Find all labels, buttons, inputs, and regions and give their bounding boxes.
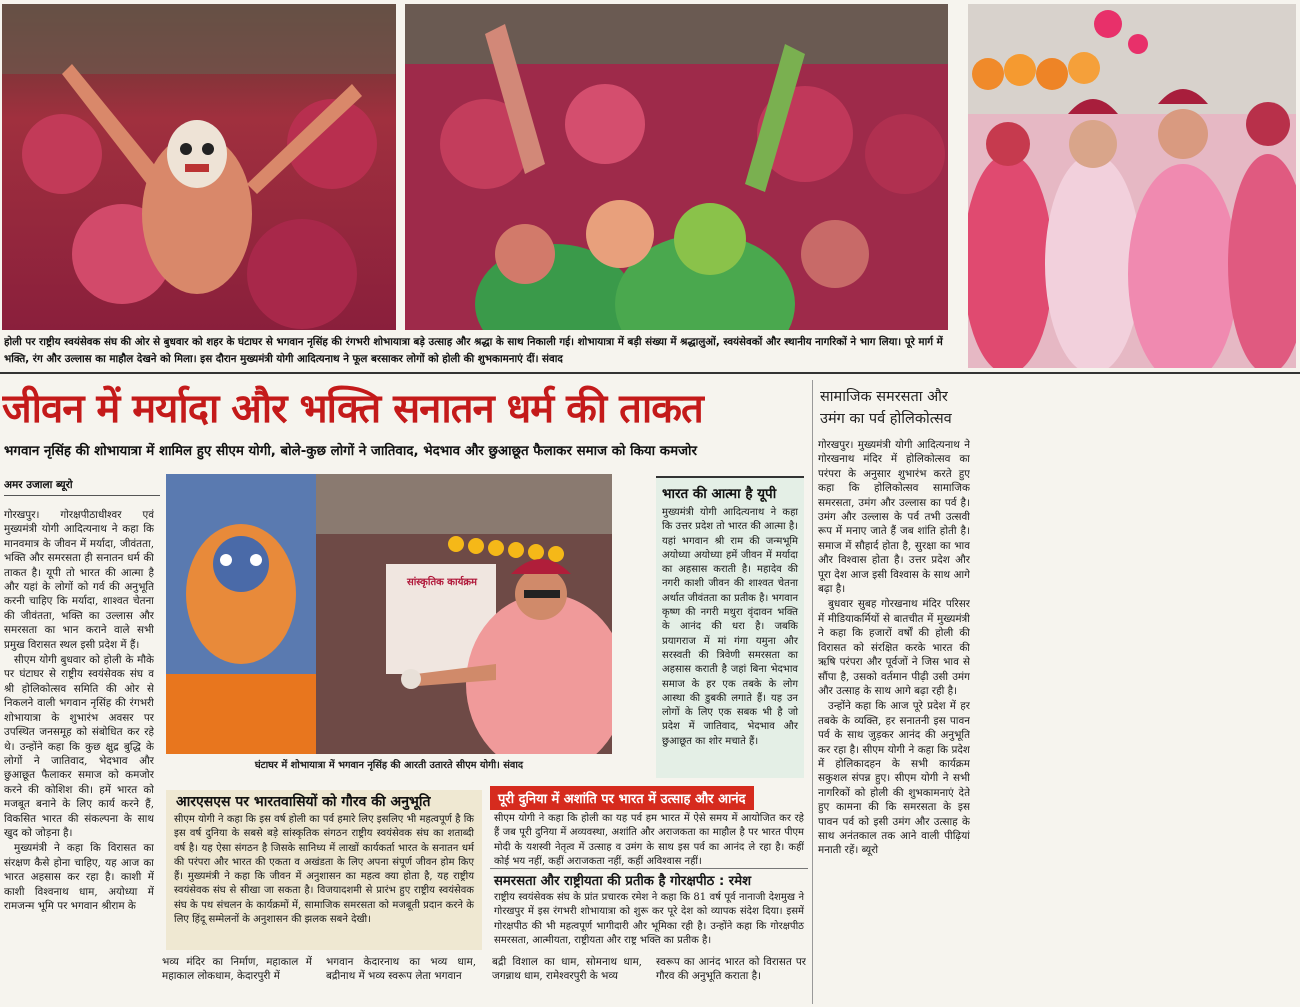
box-heading: आरएसएस पर भारतवासियों को गौरव की अनुभूति <box>176 794 431 810</box>
byline: अमर उजाला ब्यूरो <box>4 478 160 496</box>
subheadline: भगवान नृसिंह की शोभायात्रा में शामिल हुए सीएम योगी, बोले-कुछ लोगों ने जातिवाद, भेदभाव और छुआछूत फैलाकर समाज को किया कमजोर <box>4 444 697 459</box>
top-photo-caption: होली पर राष्ट्रीय स्वयंसेवक संघ की ओर से बुधवार को शहर के घंटाघर से भगवान नृसिंह की रंगभरी शोभायात्रा बड़े उत्साह और श्रद्धा के साथ निकाली गई। शोभायात्रा में बड़ी संख्या में श्रद्धालुओं, स्वयंसेवकों और स्थानीय नागरिकों ने भाग लिया। पूरे मार्ग में भक्ति, रंग और उल्लास का माहौल देखने को मिला। इस दौरान मुख्यमंत्री योगी आदित्यनाथ ने फूल बरसाकर लोगों को होली की शुभकामनाएं दीं। संवाद <box>4 336 943 365</box>
paragraph: गोरखपुर। मुख्यमंत्री योगी आदित्यनाथ ने गोरखनाथ मंदिर में होलिकोत्सव का परंपरा के अनुसार शुभारंभ करते हुए कहा कि होलिकोत्सव सामाजिक समरसता, उमंग और उल्लास का पर्व है। उमंग और उल्लास के पर्व तभी उत्सवी रूप में मनाए जाते हैं जब शांति होती है। समाज में सौहार्द होता है, सुरक्षा का भाव और विश्वास होता है। उत्तर प्रदेश और पूरा देश आज इसी विश्वास के साथ आगे बढ़ा है। <box>818 439 970 596</box>
right-article-holikotsav <box>818 380 970 1004</box>
continuation-column: भव्य मंदिर का निर्माण, महाकाल में महाकाल लोकधाम, केदारपुरी में <box>162 956 312 983</box>
right-article-body <box>818 438 970 998</box>
box-heading: समरसता और राष्ट्रीयता की प्रतीक है गोरक्षपीठ : रमेश <box>494 874 752 889</box>
column-divider <box>812 380 813 1004</box>
banner-text: सांस्कृतिक कार्यक्रम <box>406 577 478 588</box>
headline: जीवन में मर्यादा और भक्ति सनातन धर्म की ताकत <box>2 386 703 432</box>
left-article-column <box>4 508 154 954</box>
bottom-continuation <box>4 955 810 1003</box>
sidebox-ashanti-utsah <box>490 786 808 870</box>
paragraph: मुख्यमंत्री ने कहा कि विरासत का संरक्षण कैसे होना चाहिए, यह आज का भारत अहसास कर रहा है। काशी में काशी विश्वनाथ धाम, अयोध्या में रामजन्म भूमि पर भगवान श्रीराम के <box>4 842 154 912</box>
box-text: सीएम योगी ने कहा कि इस वर्ष होली का पर्व हमारे लिए इसलिए भी महत्वपूर्ण है कि इस वर्ष दुनिया के सबसे बड़े सांस्कृतिक संगठन राष्ट्रीय स्वयंसेवक संघ का शताब्दी वर्ष है। यह ऐसा संगठन है जिसके सानिध्य में लाखों कार्यकर्ता भारत के सनातन धर्म की परंपरा और भारत की एकता व अखंडता के लिए अपना संपूर्ण जीवन होम किए हैं। मुख्यमंत्री ने कहा कि जीवन में अनुशासन का महत्व क्या होता है, यह राष्ट्रीय स्वयंसेवक संघ से सीखा जा सकता है। विजयादशमी से प्रारंभ हुए राष्ट्रीय स्वयंसेवक संघ के पथ संचलन के कार्यक्रमों में, सामाजिक समरसता को मजबूती प्रदान करने के लिए हिंदू सम्मेलनों के अनुशासन की झलक सबने देखी। <box>174 814 474 926</box>
box-text: राष्ट्रीय स्वयंसेवक संघ के प्रांत प्रचारक रमेश ने कहा कि 81 वर्ष पूर्व नानाजी देशमुख ने गोरखपुर में इस रंगभरी शोभायात्रा को शुरू कर पूरे देश को व्यापक संदेश दिया। इसमें गोरक्षपीठ की भी महत्वपूर्ण भागीदारी और भूमिका रही है। उन्होंने कहा कि गोरक्षपीठ समरसता, आत्मीयता, राष्ट्रीयता और राष्ट्र भक्ति का प्रतीक है। <box>494 892 804 946</box>
sidebox-gorakshpeeth <box>490 868 808 953</box>
continuation-column: बद्री विशाल का धाम, सोमनाथ धाम, जगन्नाथ धाम, रामेश्वरपुरी के भव्य <box>492 956 642 983</box>
box-text: मुख्यमंत्री योगी आदित्यनाथ ने कहा कि उत्तर प्रदेश तो भारत की आत्मा है। यहां भगवान श्री राम की जन्मभूमि अयोध्या अयोध्या हमें जीवन में मर्यादा का अहसास कराती है। महादेव की नगरी काशी जीवन की शाश्वत चेतना अर्थात जीवंतता का प्रतीक है। भगवान कृष्ण की नगरी मथुरा वृंदावन भक्ति के आनंद की धरा है। जबकि प्रयागराज में मां गंगा यमुना और सरस्वती की त्रिवेणी समरसता का अहसास कराती है जहां बिना भेदभाव समाज के हर एक तबके के लोग आस्था की डुबकी लगाते हैं। यह उन लोगों के लिए एक सबक भी है जो प्रदेश में जातिवाद, भेदभाव और छुआछूत का शोर मचाते हैं। <box>662 507 798 747</box>
paragraph: बुधवार सुबह गोरखनाथ मंदिर परिसर में मीडियाकर्मियों से बातचीत में मुख्यमंत्री ने कहा कि हजारों वर्षों की होली की विरासत को संरक्षित करके भारत की ऋषि परंपरा और पूर्वजों ने जिस भाव से सौंपा है, उसको वर्तमान पीढ़ी उसी उमंग और उत्साह के साथ आगे बढ़ा रही है। <box>818 598 970 697</box>
divider <box>0 372 1300 374</box>
box-heading: भारत की आत्मा है यूपी <box>662 486 777 502</box>
photo-crowd-celebrating <box>405 4 948 330</box>
box-text: सीएम योगी ने कहा कि होली का यह पर्व हम भारत में ऐसे समय में आयोजित कर रहे हैं जब पूरी दुनिया में अव्यवस्था, अशांति और अराजकता का माहौल है पर भारत पीएम मोदी के यशस्वी नेतृत्व में उत्साह व उमंग के साथ इस पर्व का आनंद ले रहा है। कहीं कोई भय नहीं, कहीं अराजकता नहीं, कहीं अविश्वास नहीं। <box>494 813 804 867</box>
right-article-heading: सामाजिक समरसता और उमंग का पर्व होलिकोत्सव <box>820 389 952 427</box>
sidebox-rss-gaurav <box>166 790 482 950</box>
continuation-column: स्वरूप का आनंद भारत को विरासत पर गौरव की अनुभूति कराता है। <box>656 956 806 983</box>
paragraph: गोरखपुर। गोरक्षपीठाधीश्वर एवं मुख्यमंत्री योगी आदित्यनाथ ने कहा कि मानवमात्र के जीवन में मर्यादा, जीवंतता, भक्ति और समरसता ही सनातन धर्म की ताकत है। यूपी तो भारत की आत्मा है और यहां के लोगों को गर्व की अनुभूति करनी चाहिए कि मर्यादा, शाश्वत चेतना की जीवंतता, भक्ति का उल्लास और समरसता का भान कराने वाले सभी प्रमुख विरासत स्थल इसी प्रदेश में हैं। <box>4 509 154 651</box>
photo-cm-aarti-narsingh <box>166 474 612 754</box>
sidebox-bharat-ki-atma <box>656 476 804 778</box>
box-heading-tag: पूरी दुनिया में अशांति पर भारत में उत्साह और आनंद <box>490 786 754 810</box>
paragraph: उन्होंने कहा कि आज पूरे प्रदेश में हर तबके के व्यक्ति, हर सनातनी इस पावन पर्व के साथ जुड़कर आनंद की अनुभूति कर रहा है। सीएम योगी ने कहा कि प्रदेश में होलिकादहन के सभी कार्यक्रम सकुशल संपन्न हुए। सीएम योगी ने सभी नागरिकों को होली की शुभकामनाएं देते हुए कामना की कि समरसता के इस पावन पर्व को इसी उमंग और उत्साह के साथ अनंतकाल तक आने वाली पीढ़ियां मनाती रहें। ब्यूरो <box>818 700 970 857</box>
paragraph: सीएम योगी बुधवार को होली के मौके पर घंटाघर से राष्ट्रीय स्वयंसेवक संघ व श्री होलिकोत्सव समिति की ओर से निकलने वाली भगवान नृसिंह की रंगभरी शोभायात्रा के शुभारंभ अवसर पर उपस्थित जनसमूह को संबोधित कर रहे थे। उन्होंने कहा कि कुछ क्षुद्र बुद्धि के लोगों ने जातिवाद, भेदभाव और छुआछूत फैलाकर समाज को कमजोर करने की कोशिश की। हमें भारत को मजबूत बनाने के लिए कार्य करने हैं, विकसित भारत की संकल्पना के साथ खुद को जोड़ना है। <box>4 654 154 839</box>
continuation-column: भगवान केदारनाथ का भव्य धाम, बद्रीनाथ में भव्य स्वरूप लेता भगवान <box>326 956 476 983</box>
photo-cm-showering-flowers <box>968 4 1296 368</box>
center-photo-caption: घंटाघर में शोभायात्रा में भगवान नृसिंह की आरती उतारते सीएम योगी। संवाद <box>254 760 524 771</box>
photo-procession-masked-dancer <box>2 4 396 330</box>
